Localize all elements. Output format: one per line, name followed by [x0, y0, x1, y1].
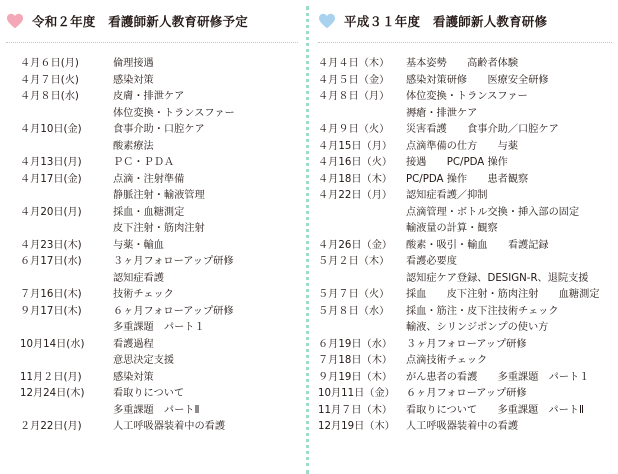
row-topic: PC/PDA 操作 患者観察 — [406, 173, 529, 185]
row-topic: 体位変換・トランスファー — [113, 107, 235, 119]
row-date: 12月19日（木） — [318, 421, 395, 432]
row-date: ４月17日(金) — [20, 173, 82, 185]
row-topic: 酸素・吸引・輸血 看護記録 — [406, 239, 549, 251]
row-date: ４月16日（火） — [318, 157, 393, 168]
row-topic: がん患者の看護 多重課題 パート１ — [406, 371, 590, 383]
row-date: ７月16日(木) — [20, 289, 82, 300]
row-date: ４月８日(水) — [20, 91, 79, 102]
row-date: ２月22日(月) — [20, 421, 82, 432]
column-title: 平成３１年度 看護師新人教育研修 — [344, 14, 548, 29]
row-topic: 酸素療法 — [113, 140, 154, 152]
row-date: ７月18日（木） — [318, 355, 393, 366]
row-topic: 皮下注射・筋肉注射 — [113, 223, 205, 234]
row-topic: 倫理接遇 — [113, 58, 154, 69]
row-date: ５月７日（火） — [318, 289, 390, 300]
row-date: ４月20日(月) — [20, 206, 82, 218]
row-date: ４月10日(金) — [20, 124, 82, 135]
row-topic: 点滴準備の仕方 与薬 — [406, 140, 519, 152]
row-topic: 感染対策研修 医療安全研修 — [406, 74, 549, 86]
row-date: ４月５日（金） — [318, 74, 390, 86]
row-topic: ６ヶ月フォローアップ研修 — [113, 305, 234, 317]
header-rule — [318, 42, 612, 43]
row-date: ４月８日（月） — [318, 91, 390, 102]
column-divider — [306, 6, 309, 474]
row-date: ４月７日(火) — [20, 74, 79, 86]
row-topic: 食事介助・口腔ケア — [113, 124, 205, 135]
row-topic: 認知症看護／抑制 — [406, 190, 488, 201]
row-topic: 褥瘡・排泄ケア — [406, 107, 478, 119]
row-topic: 接遇 PC/PDA 操作 — [406, 157, 508, 168]
row-topic: 採血・筋注・皮下注技術チェック — [406, 305, 559, 317]
row-topic: 体位変換・トランスファー — [406, 91, 528, 102]
row-date: ４月13日(月) — [20, 157, 82, 168]
row-date: ９月17日(木) — [20, 305, 82, 317]
row-topic: 技術チェック — [113, 289, 174, 300]
row-topic: 点滴・注射準備 — [113, 173, 185, 185]
row-topic: 人工呼吸器装着中の看護 — [113, 421, 226, 432]
row-topic: 点滴管理・ボトル交換・挿入部の固定 — [406, 206, 580, 218]
row-topic: 看取りについて — [113, 388, 185, 399]
row-date: ６月19日（水） — [318, 338, 393, 350]
row-topic: 点滴技術チェック — [406, 355, 488, 366]
row-topic: 看取りについて 多重課題 パートⅡ — [406, 404, 584, 416]
row-topic: 静脈注射・輸液管理 — [113, 190, 205, 201]
row-topic: ３ヶ月フォローアップ研修 — [406, 338, 527, 350]
row-date: 11月７日（木） — [318, 404, 393, 416]
row-topic: 看護過程 — [113, 338, 154, 350]
row-date: 10月11日（金） — [318, 388, 395, 399]
row-date: 12月24日(木) — [20, 388, 85, 399]
row-topic: 災害看護 食事介助／口腔ケア — [406, 124, 559, 135]
column-header — [318, 10, 547, 32]
row-date: ４月22日（月） — [318, 190, 393, 201]
row-date: ４月６日(月) — [20, 58, 79, 69]
row-date: ４月18日（木） — [318, 173, 393, 185]
header-rule — [6, 42, 298, 43]
row-topic: 感染対策 — [113, 74, 154, 86]
heart-icon — [318, 13, 336, 29]
column-title: 令和２年度 看護師新人教育研修予定 — [32, 14, 248, 29]
row-date: ５月８日（水） — [318, 305, 390, 317]
row-date: 10月14日(水) — [20, 338, 85, 350]
row-topic: 多重課題 パートⅡ — [113, 404, 200, 416]
row-topic: ３ヶ月フォローアップ研修 — [113, 256, 234, 267]
row-topic: 採血 皮下注射・筋肉注射 血糖測定 — [406, 289, 600, 300]
row-date: ４月４日（木） — [318, 58, 390, 69]
column-header — [6, 10, 248, 32]
row-topic: 人工呼吸器装着中の看護 — [406, 421, 519, 432]
row-topic: 感染対策 — [113, 371, 154, 383]
row-topic: 認知症看護 — [113, 272, 164, 284]
row-topic: 意思決定支援 — [113, 355, 175, 366]
row-topic: 多重課題 パート１ — [113, 322, 205, 333]
row-topic: 輸液、シリンジポンプの使い方 — [406, 322, 549, 333]
row-topic: 看護必要度 — [406, 256, 457, 267]
row-date: ５月２日（木） — [318, 256, 390, 267]
row-date: ６月17日(水) — [20, 256, 82, 267]
heart-icon — [6, 13, 24, 29]
row-date: ４月26日（金） — [318, 239, 393, 251]
row-topic: 認知症ケア登録、DESIGN-R、退院支援 — [406, 272, 589, 284]
row-topic: ６ヶ月フォローアップ研修 — [406, 388, 527, 399]
row-date: 11月２日(月) — [20, 371, 82, 383]
row-topic: 皮膚・排泄ケア — [113, 91, 185, 102]
row-date: ４月９日（火） — [318, 124, 390, 135]
row-topic: 与薬・輸血 — [113, 239, 164, 251]
row-topic: 輸液量の計算・観察 — [406, 223, 498, 234]
row-topic: 採血・血糖測定 — [113, 206, 185, 218]
row-date: ４月15日（月） — [318, 140, 393, 152]
row-date: ９月19日（木） — [318, 371, 393, 383]
row-topic: 基本姿勢 高齢者体験 — [406, 58, 519, 69]
row-topic: ＰＣ・ＰＤＡ — [113, 157, 175, 168]
row-date: ４月23日(木) — [20, 239, 82, 251]
